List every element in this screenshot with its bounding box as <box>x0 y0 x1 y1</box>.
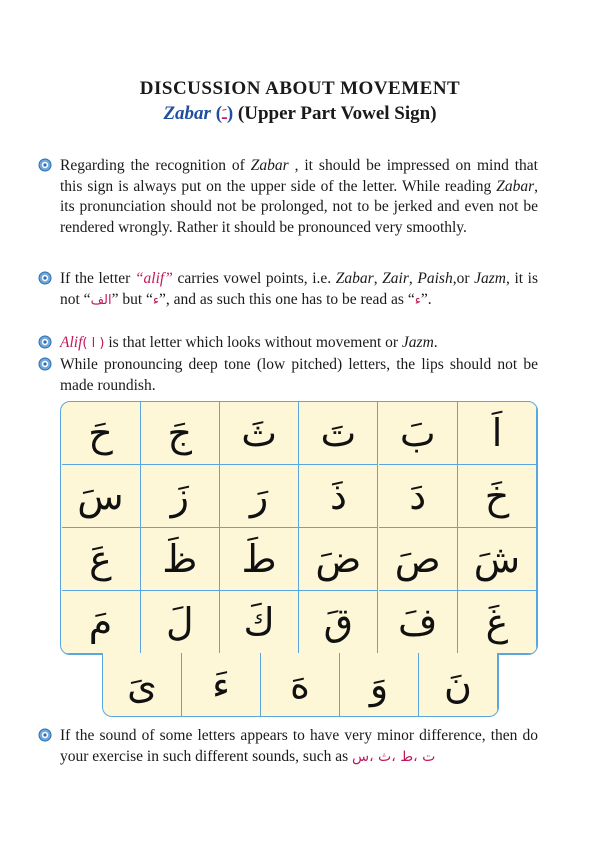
letter-cell: ثَ <box>220 402 299 465</box>
gear-bullet-icon <box>38 271 52 285</box>
page-subtitle <box>0 103 600 125</box>
zabar-mark: ـَ <box>222 107 227 123</box>
letter-cell: ضَ <box>299 528 378 591</box>
letter-cell: ظَ <box>141 528 220 591</box>
letter-cell: زَ <box>141 465 220 528</box>
letter-cell: اَ <box>458 402 537 465</box>
paragraph-zabar-recognition: Regarding the recognition of Zabar , it should be impressed on mind that this sign is always put on the upper side of the letter. While reading Zabar, its pronunciation should not be prolonged, not to be jerked and even not be rendered wrongly. Rather it should be pronounced very smoothly. <box>60 156 538 238</box>
paragraph-minor-difference: If the sound of some letters appears to have very minor difference, then do your exercise in such different sounds, such as ت ،ط ،ث ،س <box>60 726 538 767</box>
letter-cell: ءَ <box>182 653 261 716</box>
subtitle-zabar: Zabar <box>163 103 211 124</box>
letter-cell: كَ <box>220 591 299 654</box>
paragraph-alif-vowel: If the letter “alif” carries vowel points, i.e. Zabar, Zair, Paish,or Jazm, it is not “الف” but “ء”, and as such this one has to be read as “ء”. <box>60 269 538 311</box>
gear-bullet-icon <box>38 335 52 349</box>
letter-cell: وَ <box>340 653 419 716</box>
letter-cell: عَ <box>62 528 141 591</box>
letter-cell: غَ <box>458 591 537 654</box>
letter-cell: مَ <box>62 591 141 654</box>
letter-cell: فَ <box>379 591 458 654</box>
letter-cell: لَ <box>141 591 220 654</box>
paragraph-deep-tone: While pronouncing deep tone (low pitched) letters, the lips should not be made roundish. <box>60 355 538 396</box>
page-title: DISCUSSION ABOUT MOVEMENT <box>139 78 461 99</box>
letter-cell: جَ <box>141 402 220 465</box>
subtitle-rest: (Upper Part Vowel Sign) <box>237 103 437 124</box>
letter-cell: ىَ <box>103 653 182 716</box>
paragraph-alif-jazm: Alif( ا ) is that letter which looks without movement or Jazm. <box>60 333 538 355</box>
letter-cell: ذَ <box>299 465 378 528</box>
letters-grid <box>60 401 538 655</box>
letter-cell: بَ <box>379 402 458 465</box>
letter-cell: سَ <box>62 465 141 528</box>
letter-cell: صَ <box>379 528 458 591</box>
letter-cell: حَ <box>62 402 141 465</box>
gear-bullet-icon <box>38 158 52 172</box>
letter-cell: تَ <box>299 402 378 465</box>
letter-cell: نَ <box>419 653 498 716</box>
letter-cell: هَ <box>261 653 340 716</box>
letter-cell: رَ <box>220 465 299 528</box>
letters-grid-last-row <box>102 653 499 717</box>
letter-cell: طَ <box>220 528 299 591</box>
letter-cell: شَ <box>458 528 537 591</box>
gear-bullet-icon <box>38 728 52 742</box>
subtitle-sign: (ـَ) <box>215 103 234 124</box>
letter-cell: قَ <box>299 591 378 654</box>
letter-cell: دَ <box>379 465 458 528</box>
gear-bullet-icon <box>38 357 52 371</box>
letter-cell: خَ <box>458 465 537 528</box>
